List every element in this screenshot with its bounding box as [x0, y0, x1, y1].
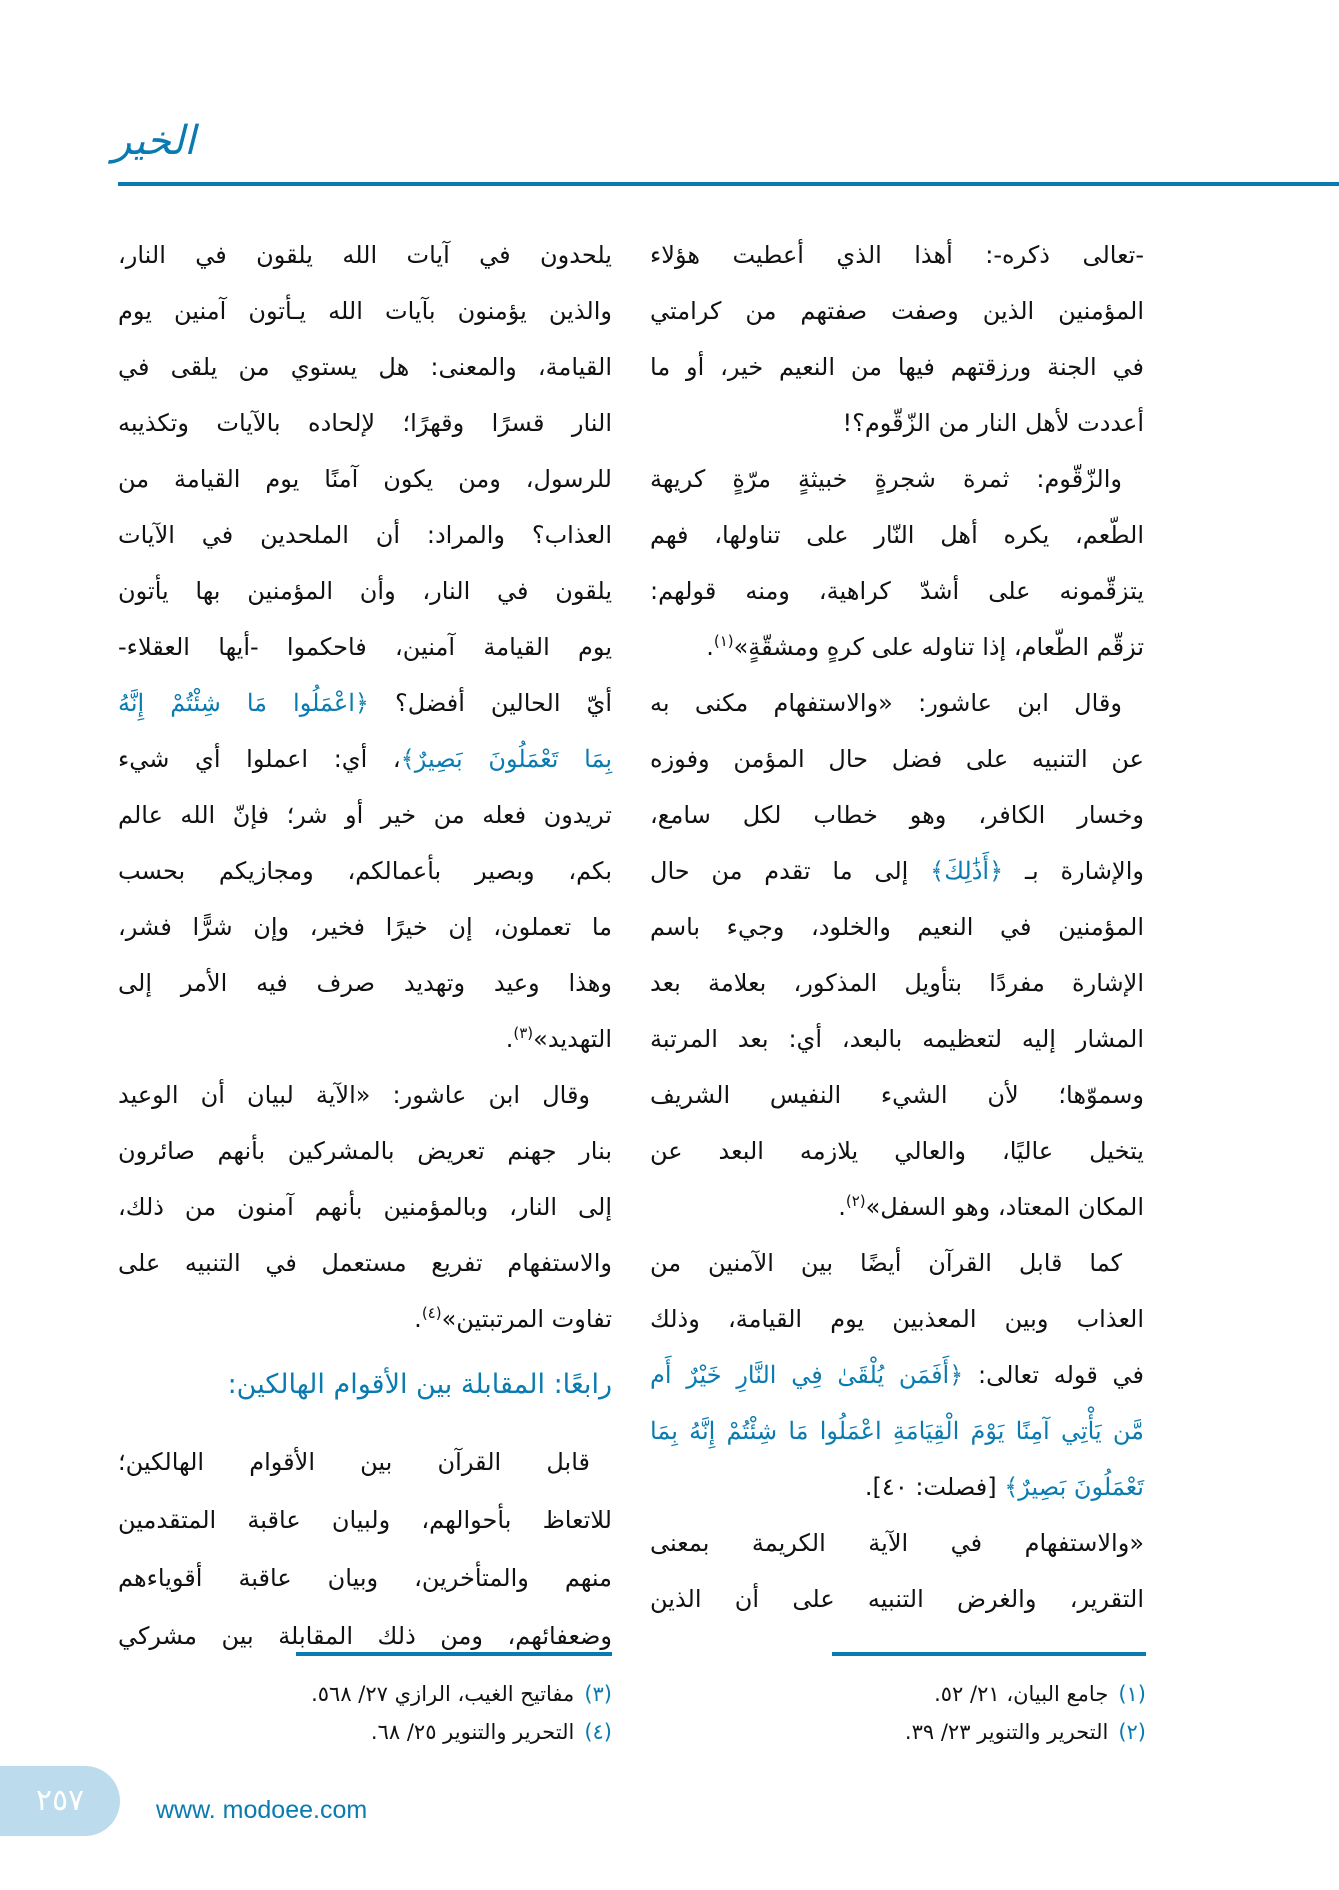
text-segment: وضعفائهم، ومن ذلك المقابلة بين مشركي: [118, 1622, 612, 1650]
text-segment: المكان المعتاد، وهو السفل»: [865, 1193, 1144, 1221]
text-segment: إلى ما تقدم من حال: [650, 857, 931, 885]
text-line: [650, 902, 1144, 952]
text-segment: والذين يؤمنون بآيات الله يـأتون آمنين يوم: [118, 297, 612, 325]
text-line: [118, 1014, 612, 1064]
text-segment: الطّعم، يكره أهل النّار على تناولها، فهم: [650, 521, 1144, 549]
text-line: [118, 846, 612, 896]
text-segment: وسموّها؛ لأن الشيء النفيس الشريف: [650, 1081, 1144, 1109]
text-line: [118, 1294, 612, 1344]
text-segment: -تعالى ذكره-: أهذا الذي أعطيت هؤلاء: [650, 241, 1144, 269]
text-segment: المؤمنين في النعيم والخلود، وجيء باسم: [650, 913, 1144, 941]
text-segment: .: [706, 633, 714, 661]
text-line: [650, 398, 1144, 448]
text-segment: في الجنة ورزقتهم فيها من النعيم خير، أو ما: [650, 353, 1144, 381]
footnote-text: التحرير والتنوير ٢٣/ ٣٩.: [904, 1720, 1109, 1744]
text-segment: بنار جهنم تعريض بالمشركين بأنهم صائرون: [118, 1137, 612, 1165]
text-segment: التقرير، والغرض التنبيه على أن الذين: [650, 1585, 1144, 1613]
text-segment: .: [505, 1025, 514, 1053]
text-line: [118, 230, 612, 280]
text-line: [118, 902, 612, 952]
quran-verse: مَّن يَأْتِي آمِنًا يَوْمَ الْقِيَامَةِ اعْمَلُوا مَا شِئْتُمْ إِنَّهُ بِمَا: [650, 1417, 1144, 1445]
footnote-number: (٤): [584, 1720, 612, 1744]
footnote-number: (٢): [1118, 1720, 1146, 1744]
text-line: [650, 1238, 1144, 1288]
quran-verse: ﴿اعْمَلُوا مَا شِئْتُمْ إِنَّهُ: [118, 689, 369, 717]
text-line: [650, 958, 1144, 1008]
text-line: [650, 1574, 1144, 1624]
footnote-1: [934, 1682, 1146, 1706]
footnote-divider-left: [296, 1652, 612, 1656]
text-line: [118, 734, 612, 784]
text-segment: في قوله تعالى:: [963, 1361, 1145, 1389]
text-segment: «والاستفهام في الآية الكريمة بمعنى: [650, 1529, 1144, 1557]
text-segment: .: [838, 1193, 846, 1221]
text-segment: ، أي: اعملوا أي شيء: [118, 745, 401, 773]
text-segment: عن التنبيه على فضل حال المؤمن وفوزه: [650, 745, 1144, 773]
text-segment: إلى النار، وبالمؤمنين بأنهم آمنون من ذلك،: [118, 1193, 612, 1221]
text-line: [118, 566, 612, 616]
text-segment: والاستفهام تفريع مستعمل في التنبيه على: [118, 1249, 612, 1277]
text-segment: يلقون في النار، وأن المؤمنين بها يأتون: [118, 577, 612, 605]
text-line: [118, 454, 612, 504]
text-line: [118, 342, 612, 392]
text-segment: للاتعاظ بأحوالهم، ولبيان عاقبة المتقدمين: [118, 1506, 612, 1534]
footnote-number: (١): [1118, 1682, 1146, 1706]
text-segment: الإشارة مفردًا بتأويل المذكور، بعلامة بعد: [650, 969, 1144, 997]
text-segment: المؤمنين الذين وصفت صفتهم من كرامتي: [650, 297, 1144, 325]
text-line: [650, 790, 1144, 840]
text-segment: تفاوت المرتبتين»: [441, 1305, 612, 1333]
text-segment: والزّقّوم: ثمرة شجرةٍ خبيثةٍ مرّةٍ كريهة: [650, 465, 1122, 493]
text-line: [650, 1070, 1144, 1120]
text-segment: .: [414, 1305, 422, 1333]
text-segment: قابل القرآن بين الأقوام الهالكين؛: [118, 1448, 590, 1476]
text-segment: وهذا وعيد وتهديد صرف فيه الأمر إلى: [118, 969, 612, 997]
text-line: [650, 1182, 1144, 1232]
text-line: [650, 510, 1144, 560]
footnote-text: جامع البيان، ٢١/ ٥٢.: [934, 1682, 1109, 1706]
text-segment: [فصلت: ٤٠].: [864, 1473, 1005, 1501]
text-segment: وقال ابن عاشور: «الآية لبيان أن الوعيد: [118, 1081, 590, 1109]
text-line: [118, 1553, 612, 1603]
text-segment: القيامة، والمعنى: هل يستوي من يلقى في: [118, 353, 612, 381]
footnote-text: التحرير والتنوير ٢٥/ ٦٨.: [370, 1720, 575, 1744]
text-segment: بكم، وبصير بأعمالكم، ومجازيكم بحسب: [118, 857, 612, 885]
text-line: [118, 286, 612, 336]
footnote-text: مفاتيح الغيب، الرازي ٢٧/ ٥٦٨.: [311, 1682, 575, 1706]
text-segment: وقال ابن عاشور: «والاستفهام مكنى به: [650, 689, 1122, 717]
text-line: [118, 790, 612, 840]
text-segment: منهم والمتأخرين، وبيان عاقبة أقوياءهم: [118, 1564, 612, 1592]
text-segment: أيّ الحالين أفضل؟: [368, 689, 612, 717]
text-line: [118, 398, 612, 448]
site-url-link[interactable]: www. modoee.com: [156, 1796, 368, 1824]
text-line: [118, 510, 612, 560]
quran-verse: ﴿أَفَمَن يُلْقَىٰ فِي النَّارِ خَيْرٌ أَم: [650, 1361, 964, 1389]
text-segment: وخسار الكافر، وهو خطاب لكل سامع،: [650, 801, 1144, 829]
text-line: [650, 622, 1144, 672]
text-segment: يتخيل عاليًا، والعالي يلازمه البعد عن: [650, 1137, 1144, 1165]
text-line: [650, 1350, 1144, 1400]
footnote-4: [371, 1720, 612, 1744]
footnote-number: (٣): [584, 1682, 612, 1706]
text-line: [118, 1182, 612, 1232]
text-line: [650, 1014, 1144, 1064]
text-line: [650, 1406, 1144, 1456]
text-segment: يتزقّمونه على أشدّ كراهية، ومنه قولهم:: [650, 577, 1144, 605]
text-segment: يوم القيامة آمنين، فاحكموا -أيها العقلاء-: [118, 633, 612, 661]
text-line: [118, 1126, 612, 1176]
text-segment: للرسول، ومن يكون آمنًا يوم القيامة من: [118, 465, 612, 493]
text-line: [650, 286, 1144, 336]
footnote-ref: (٣): [513, 1024, 534, 1042]
footnote-ref: (٤): [421, 1304, 442, 1322]
text-line: [650, 342, 1144, 392]
text-segment: ما تعملون، إن خيرًا فخير، وإن شرًّا فشر،: [118, 913, 612, 941]
left-text-column: [118, 0, 612, 1700]
footnote-divider-right: [832, 1652, 1146, 1656]
text-segment: رابعًا: المقابلة بين الأقوام الهالكين:: [227, 1369, 612, 1400]
quran-verse: بِمَا تَعْمَلُونَ بَصِيرٌ﴾: [400, 745, 613, 773]
quran-verse: ﴿أَذَٰلِكَ﴾: [930, 857, 1004, 885]
right-text-column: [650, 0, 1144, 1700]
text-line: [650, 1462, 1144, 1512]
text-line: [118, 1495, 612, 1545]
text-line: [650, 566, 1144, 616]
text-line: [118, 622, 612, 672]
text-segment: والإشارة بـ: [1003, 857, 1144, 885]
text-line: [650, 1518, 1144, 1568]
text-line: [118, 1238, 612, 1288]
text-segment: تزقّم الطّعام، إذا تناوله على كرهٍ ومشقّةٍ»: [733, 633, 1144, 661]
footnote-2: [905, 1720, 1146, 1744]
text-line: [650, 230, 1144, 280]
text-segment: المشار إليه لتعظيمه بالبعد، أي: بعد المرتبة: [650, 1025, 1144, 1053]
text-segment: أعددت لأهل النار من الزّقّوم؟!: [842, 409, 1144, 437]
text-segment: العذاب وبين المعذبين يوم القيامة، وذلك: [650, 1305, 1144, 1333]
text-line: [118, 958, 612, 1008]
text-line: [118, 678, 612, 728]
text-segment: النار قسرًا وقهرًا؛ لإلحاده بالآيات وتكذيبه: [118, 409, 612, 437]
text-line: [650, 678, 1144, 728]
footnote-3: [311, 1682, 612, 1706]
text-line: [118, 1070, 612, 1120]
text-line: [650, 1126, 1144, 1176]
text-line: [650, 454, 1144, 504]
text-line: [118, 1437, 612, 1487]
text-segment: تريدون فعله من خير أو شر؛ فإنّ الله عالم: [118, 801, 612, 829]
text-segment: التهديد»: [533, 1025, 612, 1053]
footnote-ref: (٢): [845, 1192, 866, 1210]
page-number: ٢٥٧: [0, 1766, 120, 1836]
text-line: [650, 846, 1144, 896]
footnote-ref: (١): [713, 632, 734, 650]
text-segment: يلحدون في آيات الله يلقون في النار،: [118, 241, 612, 269]
text-segment: العذاب؟ والمراد: أن الملحدين في الآيات: [118, 521, 612, 549]
text-segment: كما قابل القرآن أيضًا بين الآمنين من: [650, 1249, 1122, 1277]
text-line: [650, 734, 1144, 784]
header-logo: الخير: [112, 118, 196, 164]
text-line: [650, 1294, 1144, 1344]
quran-verse: تَعْمَلُونَ بَصِيرٌ﴾: [1004, 1473, 1144, 1501]
section-heading: [118, 1360, 612, 1410]
